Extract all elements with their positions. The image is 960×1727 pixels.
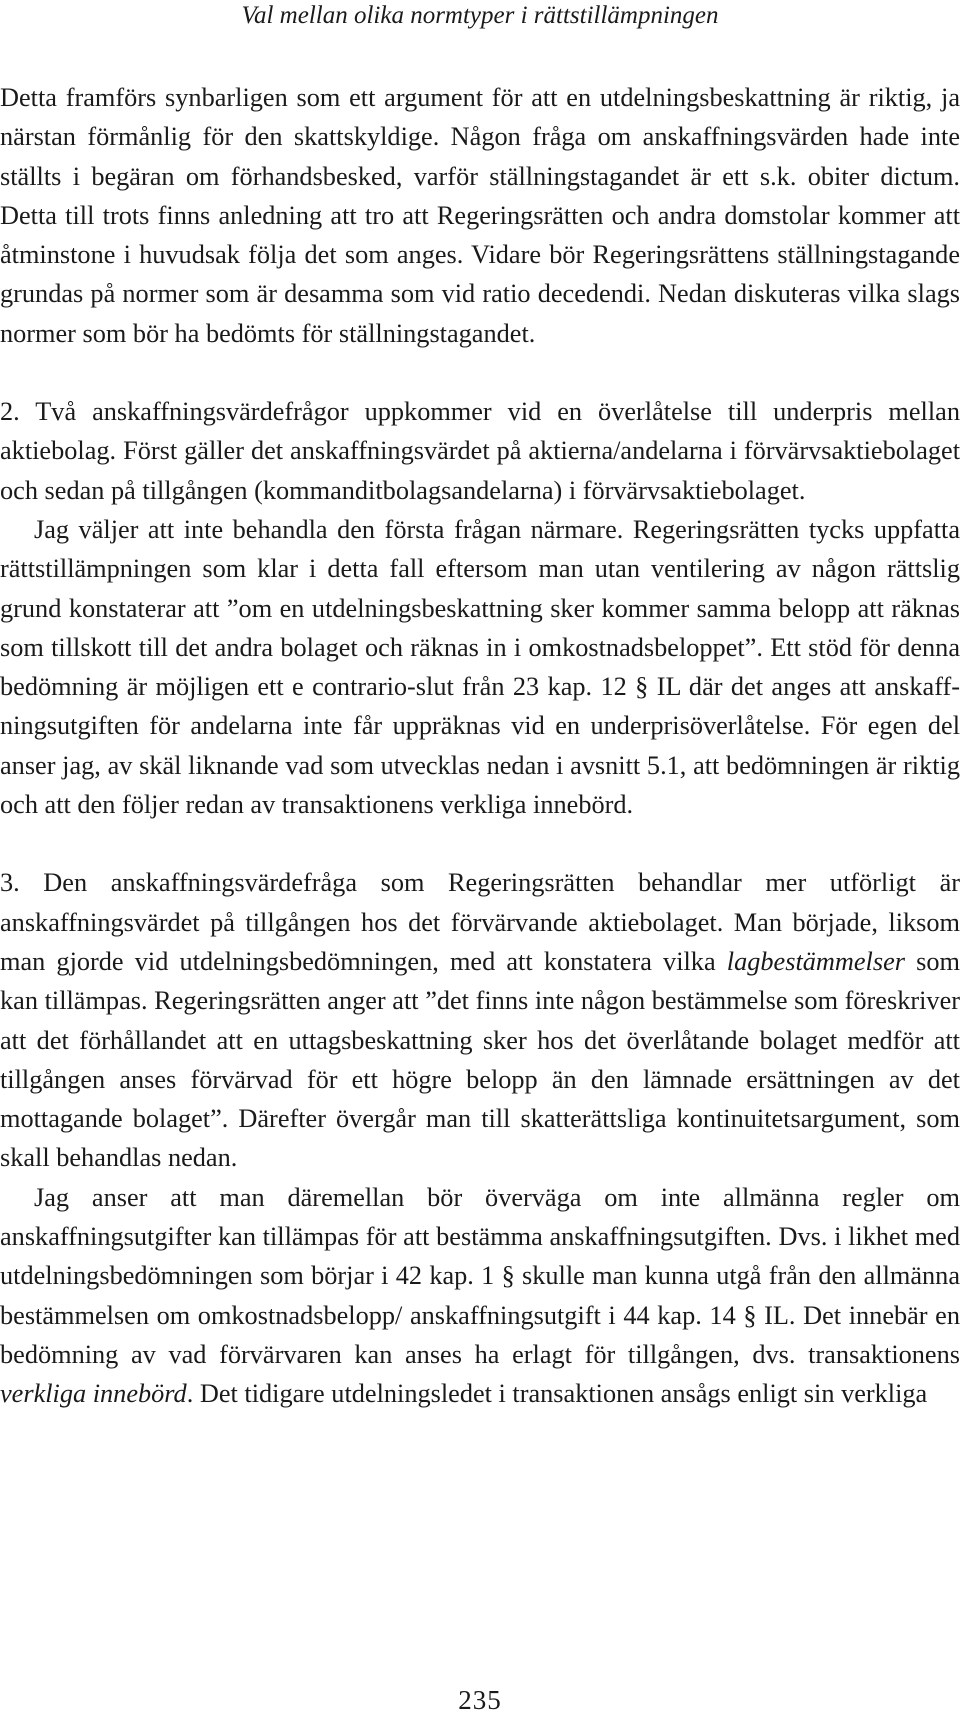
- section-2-paragraph: [0, 392, 960, 510]
- paragraph-text: Jag väljer att inte behandla den första frågan närmare. Regeringsrätten tycks uppfatta rättstillämpningen som klar i detta fall eftersom man utan ventilering av någon rättslig grund konstaterar att ”om en utdelningsbeskattning sker kommer samma belopp att räknas som tillskott till det andra bolaget och räknas in i omkostnadsbeloppet”. Ett stöd för denna bedömning är möjligen ett e contrario-slut från 23 kap. 12 § IL där det anges att anskaffningsutgiften för andelarna inte får uppräknas vid en underprisöverlåtelse. För egen del anser jag, av skäl liknande vad som utvecklas nedan i avsnitt 5.1, att bedömningen är riktig och att den följer redan av transaktionens verkliga innebörd.: [0, 514, 960, 820]
- paragraph: [0, 78, 960, 353]
- emphasis-text: lagbestämmelser: [726, 946, 905, 976]
- paragraph-text: 3. Den anskaffningsvärdefråga som Regeringsrätten behandlar mer utförligt är anskaffningsvärdet på tillgången hos det förvärvande aktiebolaget. Man började, liksom man gjorde vid utdelningsbedömningen, med att konstatera vilka: [0, 868, 960, 976]
- paragraph: [0, 1178, 960, 1414]
- paragraph-text: som kan tillämpas. Regeringsrätten anger att ”det finns inte någon bestämmelse som föreskriver att det förhållandet att en uttagsbeskattning sker hos det överlåtande bolaget medför att tillgången anses förvärvad för ett högre belopp än den lämnade ersättningen av det mottagande bolaget”. Därefter övergår man till skatterättsliga kontinuitetsargument, som skall behandlas nedan.: [0, 946, 960, 1173]
- running-head: Val mellan olika normtyper i rättstillämpningen: [241, 2, 719, 29]
- page-number: 235: [458, 1685, 502, 1715]
- paragraph-text: Detta framförs synbarligen som ett argument för att en utdelningsbeskattning är riktig, ja närstan förmånlig för den skattskyldige. Någon fråga om anskaffningsvärden hade inte ställts i begäran om förhandsbesked, varför ställningstagandet är ett s.k. obiter dictum. Detta till trots finns anledning att tro att Regeringsrätten och andra domstolar kommer att åtminstone i huvudsak följa det som anges. Vidare bör Regeringsrättens ställningstagande grundas på normer som är desamma som vid ratio decedendi. Nedan diskuteras vilka slags normer som bör ha bedömts för ställningstagandet.: [0, 83, 960, 348]
- section-3-paragraph: [0, 863, 960, 1177]
- body-text: [0, 78, 960, 1414]
- paragraph-text: . Det tidigare utdelningsledet i transaktionen ansågs enligt sin verkliga: [186, 1379, 928, 1409]
- paragraph-text: Jag anser att man däremellan bör överväga om inte allmänna regler om anskaffningsutgifter kan tillämpas för att bestämma anskaffningsutgiften. Dvs. i likhet med utdelningsbedömningen som börjar i 42 kap. 1 § skulle man kunna utgå från den allmänna bestämmelsen om omkostnadsbelopp/ anskaffningsutgift i 44 kap. 14 § IL. Det innebär en bedömning av vad förvärvaren kan anses ha erlagt för tillgången, dvs. transaktionens: [0, 1182, 960, 1369]
- paragraph: [0, 510, 960, 824]
- paragraph-text: 2. Två anskaffningsvärdefrågor uppkommer vid en överlåtelse till underpris mellan aktiebolag. Först gäller det anskaffningsvärdet på aktierna/andelarna i förvärvsaktiebolaget och sedan på tillgången (kommanditbolagsandelarna) i förvärvsaktiebolaget.: [0, 397, 960, 505]
- emphasis-text: verkliga innebörd: [0, 1379, 187, 1409]
